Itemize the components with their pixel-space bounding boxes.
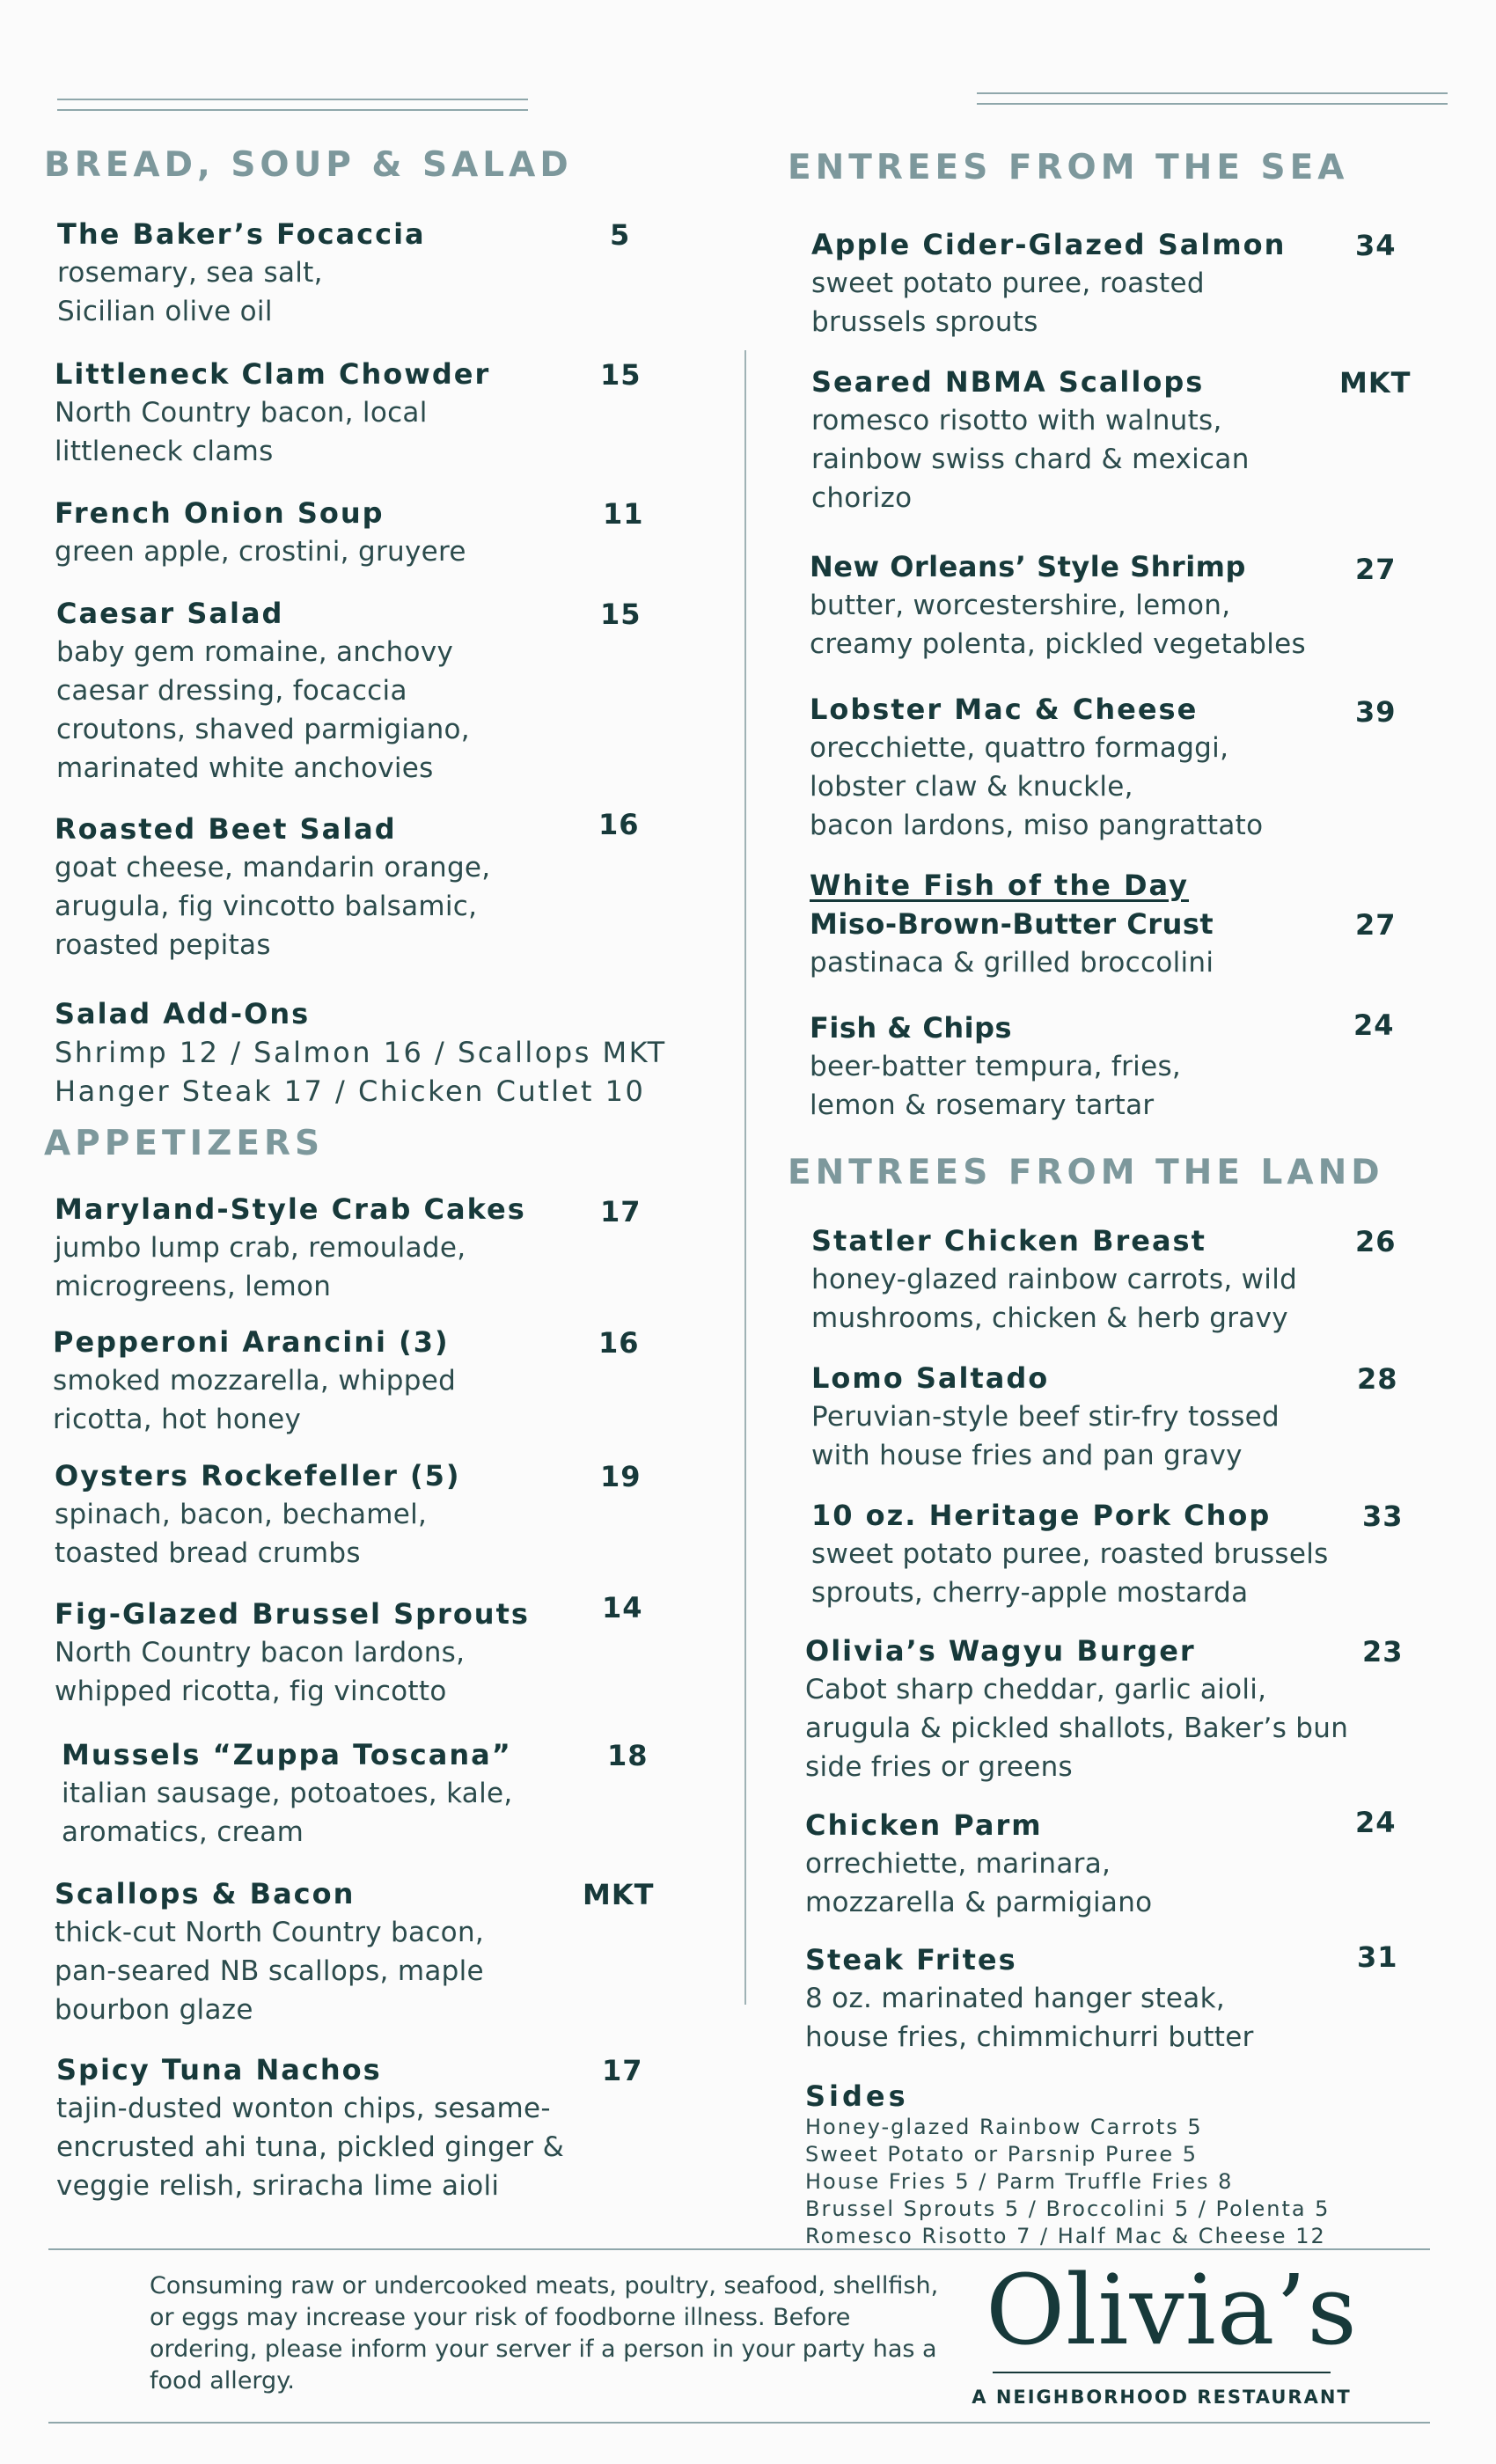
item-name: Littleneck Clam Chowder: [55, 357, 491, 391]
menu-item: [57, 215, 691, 331]
menu-item: [805, 1940, 1439, 2057]
section-title-bread-soup-salad: BREAD, SOUP & SALAD: [44, 145, 573, 185]
item-name: Roasted Beet Salad: [55, 812, 397, 846]
item-desc: baby gem romaine, anchovy: [56, 636, 454, 668]
menu-item: [811, 1221, 1445, 1338]
item-desc: with house fries and pan gravy: [811, 1440, 1243, 1471]
menu-item: [810, 866, 1443, 982]
menu-item: [810, 547, 1443, 664]
item-desc: 8 oz. marinated hanger steak,: [805, 1983, 1225, 2014]
item-desc: marinated white anchovies: [56, 752, 434, 784]
item-desc: North Country bacon lardons,: [55, 1637, 466, 1668]
footer-bottom-rule: [48, 2422, 1430, 2424]
item-desc: orrechiette, marinara,: [805, 1848, 1111, 1880]
item-name: Oysters Rockefeller (5): [55, 1459, 461, 1492]
item-price: 24: [1355, 1806, 1397, 1839]
item-name: Caesar Salad: [56, 597, 284, 630]
top-right-rule: [977, 92, 1448, 94]
item-desc: butter, worcestershire, lemon,: [810, 590, 1231, 621]
item-price: 15: [600, 358, 642, 392]
item-price: 27: [1355, 908, 1397, 942]
item-desc: roasted pepitas: [55, 929, 271, 961]
item-price: 27: [1355, 553, 1397, 586]
item-price: MKT: [1339, 366, 1412, 400]
item-price: 24: [1353, 1008, 1395, 1042]
item-desc: brussels sprouts: [811, 306, 1038, 338]
item-desc: romesco risotto with walnuts,: [811, 405, 1222, 436]
menu-item: [55, 1595, 688, 1711]
sides-block: [805, 2079, 1439, 2250]
item-price: 14: [602, 1591, 643, 1624]
item-price: MKT: [583, 1878, 655, 1911]
restaurant-tagline: A NEIGHBORHOOD RESTAURANT: [972, 2387, 1352, 2408]
column-divider: [744, 350, 746, 2005]
item-desc: arugula, fig vincotto balsamic,: [55, 891, 478, 922]
item-desc: Cabot sharp cheddar, garlic aioli,: [805, 1674, 1267, 1705]
item-desc: lemon & rosemary tartar: [810, 1089, 1155, 1121]
item-name: Olivia’s Wagyu Burger: [805, 1634, 1196, 1668]
add-ons-line: Hanger Steak 17 / Chicken Cutlet 10: [55, 1074, 646, 1108]
item-desc: chorizo: [811, 482, 913, 514]
item-name: Steak Frites: [805, 1943, 1017, 1976]
top-left-rule-2: [57, 109, 528, 111]
item-desc: North Country bacon, local: [55, 397, 428, 429]
add-ons-title: Salad Add-Ons: [55, 997, 311, 1030]
sides-line: House Fries 5 / Parm Truffle Fries 8: [805, 2169, 1234, 2194]
item-name: Fig-Glazed Brussel Sprouts: [55, 1597, 530, 1631]
item-desc: lobster claw & knuckle,: [810, 771, 1133, 803]
restaurant-logo-name: Olivia’s: [986, 2254, 1358, 2366]
item-desc: thick-cut North Country bacon,: [55, 1917, 485, 1948]
item-desc: mozzarella & parmigiano: [805, 1887, 1153, 1918]
item-desc: bourbon glaze: [55, 1994, 253, 2026]
item-name: French Onion Soup: [55, 496, 385, 530]
menu-item: [810, 690, 1443, 845]
item-price: 39: [1355, 695, 1397, 729]
item-desc: side fries or greens: [805, 1751, 1073, 1783]
item-name: Pepperoni Arancini (3): [53, 1325, 450, 1359]
sides-line: Brussel Sprouts 5 / Broccolini 5 / Polenta 5: [805, 2196, 1331, 2221]
item-price: 11: [603, 497, 644, 531]
item-name: Seared NBMA Scallops: [811, 365, 1205, 399]
item-desc: littleneck clams: [55, 436, 274, 467]
item-desc: Peruvian-style beef stir-fry tossed: [811, 1401, 1280, 1433]
item-price: 23: [1362, 1635, 1404, 1668]
menu-item: [62, 1735, 695, 1852]
item-desc: smoked mozzarella, whipped: [53, 1365, 457, 1397]
menu-item: [811, 225, 1445, 341]
menu-item: [53, 1323, 686, 1439]
top-left-rule: [57, 99, 528, 100]
item-name: New Orleans’ Style Shrimp: [810, 550, 1246, 583]
item-desc: pastinaca & grilled broccolini: [810, 947, 1214, 979]
menu-item: [55, 810, 688, 964]
item-name: Apple Cider-Glazed Salmon: [811, 228, 1287, 261]
menu-item: [810, 1008, 1443, 1125]
item-desc: pan-seared NB scallops, maple: [55, 1955, 484, 1987]
item-price: 19: [600, 1460, 642, 1493]
item-desc: mushrooms, chicken & herb gravy: [811, 1302, 1288, 1334]
menu-item: [805, 1806, 1439, 1922]
menu-item: [55, 494, 688, 571]
item-desc: toasted bread crumbs: [55, 1537, 361, 1569]
item-desc: rosemary, sea salt,: [57, 257, 323, 289]
item-name: Scallops & Bacon: [55, 1877, 356, 1910]
item-price: 33: [1362, 1500, 1404, 1533]
item-price: 16: [598, 808, 640, 841]
item-desc: honey-glazed rainbow carrots, wild: [811, 1264, 1298, 1295]
allergy-disclaimer: Consuming raw or undercooked meats, poultry, seafood, shellfish, or eggs may increase your risk of foodborne illness. Before ordering, please inform your server if a person in your party has a food allergy.: [150, 2272, 939, 2394]
item-desc: bacon lardons, miso pangrattato: [810, 810, 1264, 841]
item-name: Lobster Mac & Cheese: [810, 693, 1199, 726]
item-desc: house fries, chimmichurri butter: [805, 2021, 1254, 2053]
item-desc: rainbow swiss chard & mexican: [811, 444, 1250, 475]
item-price: 15: [600, 598, 642, 631]
item-desc: beer-batter tempura, fries,: [810, 1051, 1182, 1082]
item-desc: creamy polenta, pickled vegetables: [810, 628, 1306, 660]
item-desc: caesar dressing, focaccia: [56, 675, 407, 707]
menu-item: [55, 355, 688, 471]
item-desc: sprouts, cherry-apple mostarda: [811, 1577, 1249, 1609]
item-name: Miso-Brown-Butter Crust: [810, 907, 1214, 941]
menu-item: [55, 1190, 688, 1306]
item-name: The Baker’s Focaccia: [57, 217, 426, 251]
item-desc: goat cheese, mandarin orange,: [55, 852, 491, 884]
item-name: Chicken Parm: [805, 1808, 1043, 1842]
item-price: 5: [610, 218, 631, 252]
white-fish-heading: White Fish of the Day: [810, 869, 1189, 902]
section-title-appetizers: APPETIZERS: [44, 1124, 325, 1163]
item-price: 31: [1357, 1940, 1398, 1974]
item-desc: spinach, bacon, bechamel,: [55, 1499, 428, 1530]
logo-divider: [993, 2372, 1331, 2373]
menu-item: [55, 1456, 688, 1573]
item-desc: jumbo lump crab, remoulade,: [55, 1232, 466, 1264]
item-desc: green apple, crostini, gruyere: [55, 536, 466, 568]
item-name: Spicy Tuna Nachos: [56, 2053, 382, 2086]
sides-line: Honey-glazed Rainbow Carrots 5: [805, 2115, 1203, 2139]
item-name: 10 oz. Heritage Pork Chop: [811, 1499, 1272, 1532]
item-desc: veggie relish, sriracha lime aioli: [56, 2170, 500, 2202]
item-price: 16: [598, 1326, 640, 1360]
footer-top-rule: [48, 2248, 1430, 2250]
item-price: 18: [607, 1739, 649, 1772]
item-desc: croutons, shaved parmigiano,: [56, 714, 470, 745]
top-right-rule-2: [977, 103, 1448, 105]
menu-item: [811, 1359, 1445, 1475]
item-name: Fish & Chips: [810, 1011, 1013, 1045]
section-title-entrees-sea: ENTREES FROM THE SEA: [788, 148, 1349, 187]
item-desc: Sicilian olive oil: [57, 296, 273, 327]
item-name: Statler Chicken Breast: [811, 1224, 1206, 1258]
item-desc: sweet potato puree, roasted brussels: [811, 1538, 1329, 1570]
menu-item: [56, 594, 690, 788]
item-desc: ricotta, hot honey: [53, 1404, 302, 1435]
item-name: Mussels “Zuppa Toscana”: [62, 1738, 512, 1771]
item-desc: arugula & pickled shallots, Baker’s bun: [805, 1712, 1349, 1744]
item-desc: tajin-dusted wonton chips, sesame-: [56, 2093, 551, 2124]
section-title-entrees-land: ENTREES FROM THE LAND: [788, 1153, 1384, 1192]
sides-title: Sides: [805, 2079, 909, 2113]
item-name: Maryland-Style Crab Cakes: [55, 1192, 526, 1226]
menu-item: [805, 1632, 1439, 1786]
menu-item: [811, 1496, 1445, 1612]
item-desc: orecchiette, quattro formaggi,: [810, 732, 1229, 764]
item-desc: microgreens, lemon: [55, 1271, 332, 1302]
sides-line: Sweet Potato or Parsnip Puree 5: [805, 2142, 1198, 2167]
item-desc: italian sausage, potoatoes, kale,: [62, 1778, 513, 1809]
item-name: Lomo Saltado: [811, 1361, 1050, 1395]
item-price: 17: [602, 2054, 643, 2087]
item-price: 17: [600, 1195, 642, 1228]
sides-line: Romesco Risotto 7 / Half Mac & Cheese 12: [805, 2224, 1326, 2248]
item-price: 34: [1355, 229, 1397, 262]
item-desc: aromatics, cream: [62, 1816, 304, 1848]
add-ons-line: Shrimp 12 / Salmon 16 / Scallops MKT: [55, 1036, 667, 1069]
item-desc: whipped ricotta, fig vincotto: [55, 1676, 447, 1707]
item-price: 26: [1355, 1225, 1397, 1258]
menu-item: [56, 2050, 690, 2205]
salad-add-ons: [55, 994, 688, 1111]
item-price: 28: [1357, 1362, 1398, 1396]
item-desc: sweet potato puree, roasted: [811, 268, 1205, 299]
item-desc: encrusted ahi tuna, pickled ginger &: [56, 2131, 565, 2163]
